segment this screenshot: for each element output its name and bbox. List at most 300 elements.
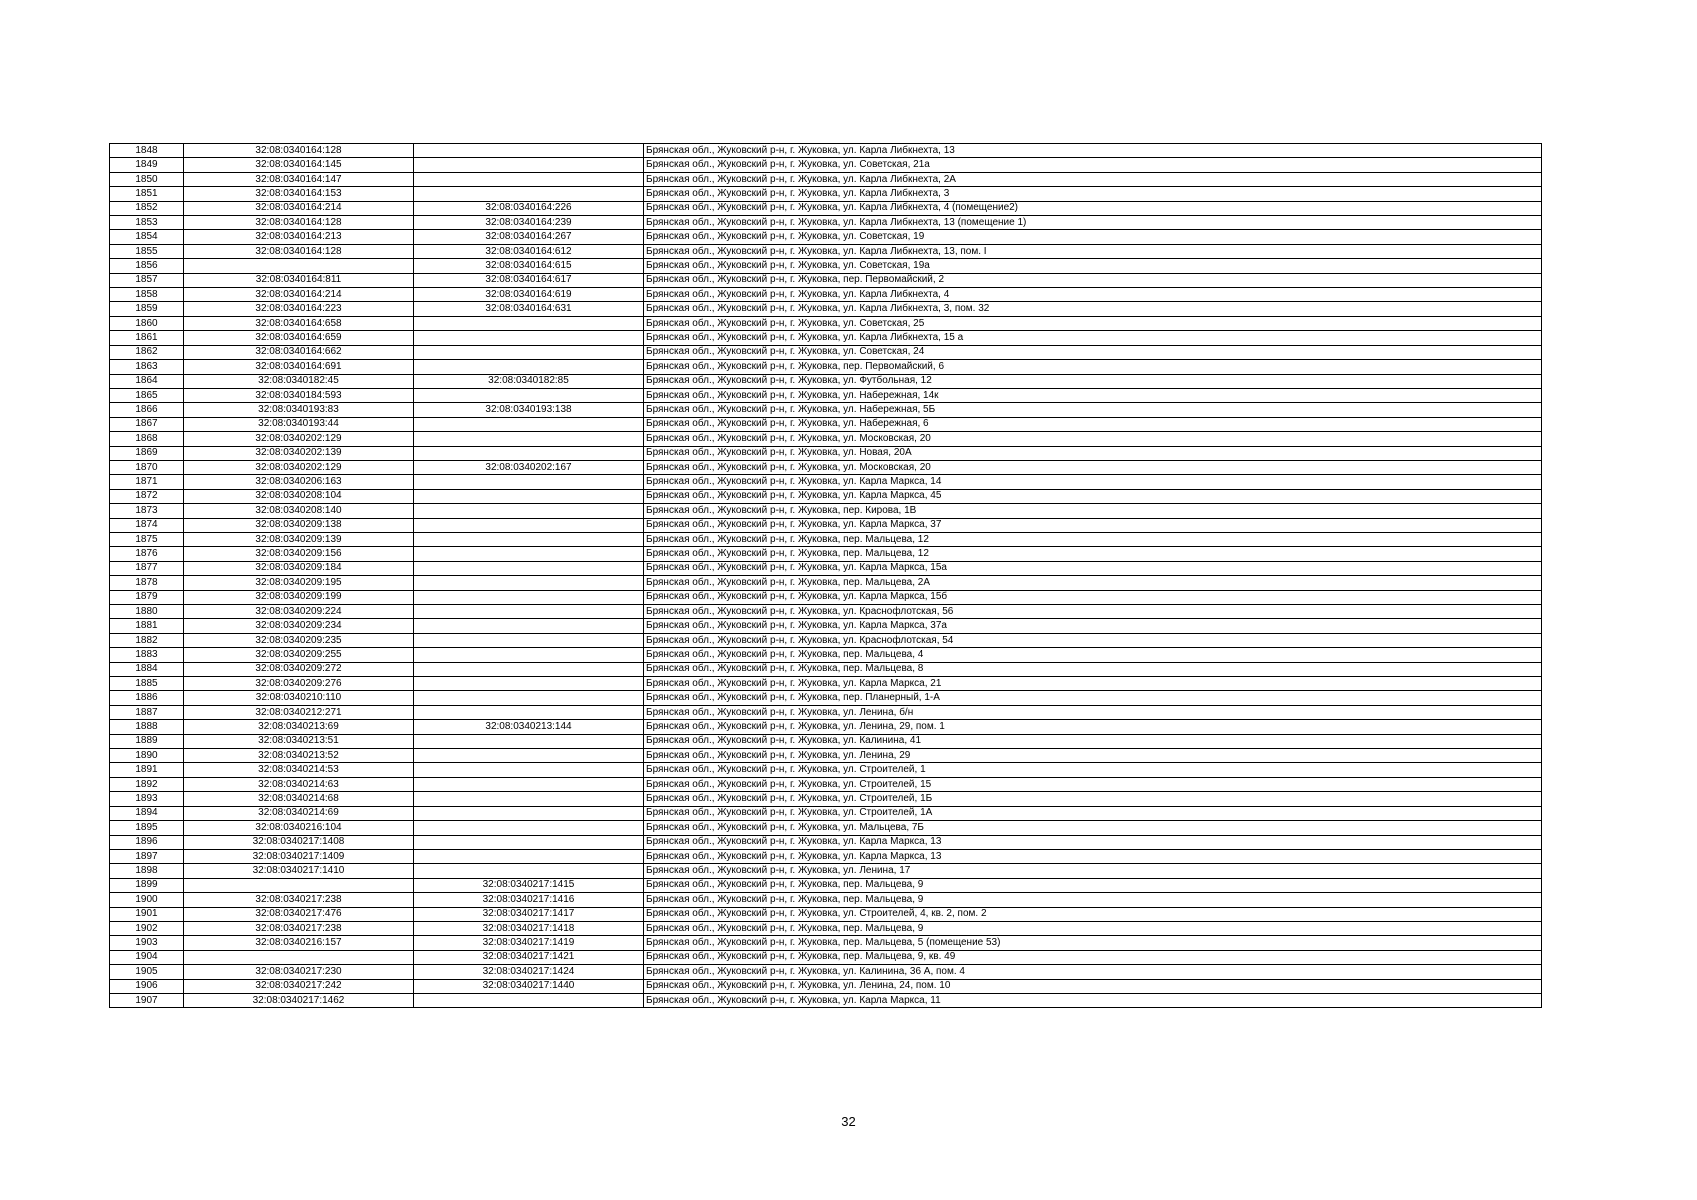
object-number-cell: 32:08:0340213:144 [414,720,644,734]
address-cell: Брянская обл., Жуковский р-н, г. Жуковка, пер. Кирова, 1В [644,504,1542,518]
row-number-cell: 1874 [110,518,184,532]
cadastral-number-cell: 32:08:0340213:51 [184,734,414,748]
address-cell: Брянская обл., Жуковский р-н, г. Жуковка, пер. Мальцева, 8 [644,662,1542,676]
row-number-cell: 1852 [110,201,184,215]
object-number-cell: 32:08:0340164:631 [414,302,644,316]
table-row [110,172,1542,186]
address-cell: Брянская обл., Жуковский р-н, г. Жуковка, ул. Карла Либкнехта, 13, пом. I [644,244,1542,258]
table-row [110,360,1542,374]
address-cell: Брянская обл., Жуковский р-н, г. Жуковка, пер. Первомайский, 6 [644,360,1542,374]
address-cell: Брянская обл., Жуковский р-н, г. Жуковка, ул. Строителей, 1 [644,763,1542,777]
table-row [110,388,1542,402]
address-cell: Брянская обл., Жуковский р-н, г. Жуковка, ул. Строителей, 1Б [644,792,1542,806]
object-number-cell [414,331,644,345]
address-cell: Брянская обл., Жуковский р-н, г. Жуковка, пер. Мальцева, 9 [644,893,1542,907]
object-number-cell [414,605,644,619]
cadastral-number-cell: 32:08:0340164:128 [184,144,414,158]
address-cell: Брянская обл., Жуковский р-н, г. Жуковка, ул. Карла Либкнехта, 13 (помещение 1) [644,216,1542,230]
row-number-cell: 1898 [110,864,184,878]
address-cell: Брянская обл., Жуковский р-н, г. Жуковка, ул. Ленина, б/н [644,705,1542,719]
row-number-cell: 1889 [110,734,184,748]
address-cell: Брянская обл., Жуковский р-н, г. Жуковка, ул. Набережная, 5Б [644,403,1542,417]
row-number-cell: 1890 [110,749,184,763]
cadastral-number-cell: 32:08:0340182:45 [184,374,414,388]
object-number-cell: 32:08:0340164:226 [414,201,644,215]
address-cell: Брянская обл., Жуковский р-н, г. Жуковка, ул. Советская, 19 [644,230,1542,244]
row-number-cell: 1900 [110,893,184,907]
row-number-cell: 1881 [110,619,184,633]
object-number-cell: 32:08:0340193:138 [414,403,644,417]
row-number-cell: 1899 [110,878,184,892]
address-cell: Брянская обл., Жуковский р-н, г. Жуковка, ул. Строителей, 15 [644,777,1542,791]
row-number-cell: 1904 [110,950,184,964]
object-number-cell [414,576,644,590]
table-row [110,777,1542,791]
cadastral-number-cell: 32:08:0340209:195 [184,576,414,590]
object-number-cell [414,360,644,374]
address-cell: Брянская обл., Жуковский р-н, г. Жуковка, пер. Мальцева, 9 [644,921,1542,935]
object-number-cell [414,532,644,546]
object-number-cell: 32:08:0340217:1417 [414,907,644,921]
row-number-cell: 1863 [110,360,184,374]
cadastral-number-cell: 32:08:0340164:214 [184,288,414,302]
address-cell: Брянская обл., Жуковский р-н, г. Жуковка, ул. Карла Либкнехта, 4 [644,288,1542,302]
address-cell: Брянская обл., Жуковский р-н, г. Жуковка, ул. Строителей, 4, кв. 2, пом. 2 [644,907,1542,921]
table-row [110,950,1542,964]
table-row [110,273,1542,287]
cadastral-number-cell: 32:08:0340217:1462 [184,993,414,1007]
table-row [110,244,1542,258]
object-number-cell [414,561,644,575]
address-cell: Брянская обл., Жуковский р-н, г. Жуковка, ул. Московская, 20 [644,460,1542,474]
row-number-cell: 1896 [110,835,184,849]
cadastral-number-cell: 32:08:0340214:63 [184,777,414,791]
table-row [110,734,1542,748]
object-number-cell: 32:08:0340164:267 [414,230,644,244]
object-number-cell [414,734,644,748]
cadastral-number-cell: 32:08:0340214:68 [184,792,414,806]
table-row [110,619,1542,633]
address-cell: Брянская обл., Жуковский р-н, г. Жуковка, ул. Карла Либкнехта, 4 (помещение2) [644,201,1542,215]
cadastral-number-cell: 32:08:0340202:139 [184,446,414,460]
cadastral-number-cell: 32:08:0340217:238 [184,921,414,935]
address-cell: Брянская обл., Жуковский р-н, г. Жуковка, пер. Мальцева, 9, кв. 49 [644,950,1542,964]
address-cell: Брянская обл., Жуковский р-н, г. Жуковка, ул. Калинина, 36 А, пом. 4 [644,965,1542,979]
registry-table-body [110,144,1542,1008]
row-number-cell: 1861 [110,331,184,345]
row-number-cell: 1873 [110,504,184,518]
object-number-cell: 32:08:0340202:167 [414,460,644,474]
table-row [110,965,1542,979]
page-number: 32 [841,1114,856,1129]
row-number-cell: 1892 [110,777,184,791]
object-number-cell: 32:08:0340217:1416 [414,893,644,907]
cadastral-number-cell: 32:08:0340184:593 [184,388,414,402]
object-number-cell [414,547,644,561]
object-number-cell [414,144,644,158]
table-row [110,460,1542,474]
object-number-cell [414,763,644,777]
table-row [110,921,1542,935]
row-number-cell: 1857 [110,273,184,287]
object-number-cell [414,432,644,446]
object-number-cell [414,792,644,806]
object-number-cell [414,648,644,662]
cadastral-number-cell: 32:08:0340209:235 [184,633,414,647]
row-number-cell: 1894 [110,806,184,820]
address-cell: Брянская обл., Жуковский р-н, г. Жуковка, ул. Карла Маркса, 14 [644,475,1542,489]
table-row [110,677,1542,691]
row-number-cell: 1859 [110,302,184,316]
cadastral-number-cell: 32:08:0340202:129 [184,432,414,446]
address-cell: Брянская обл., Жуковский р-н, г. Жуковка, ул. Карла Маркса, 21 [644,677,1542,691]
address-cell: Брянская обл., Жуковский р-н, г. Жуковка, пер. Мальцева, 12 [644,547,1542,561]
cadastral-number-cell: 32:08:0340209:276 [184,677,414,691]
table-row [110,590,1542,604]
cadastral-number-cell: 32:08:0340217:1410 [184,864,414,878]
cadastral-number-cell: 32:08:0340217:242 [184,979,414,993]
object-number-cell [414,475,644,489]
row-number-cell: 1883 [110,648,184,662]
row-number-cell: 1903 [110,936,184,950]
address-cell: Брянская обл., Жуковский р-н, г. Жуковка, ул. Ленина, 17 [644,864,1542,878]
cadastral-number-cell: 32:08:0340164:145 [184,158,414,172]
table-row [110,230,1542,244]
row-number-cell: 1888 [110,720,184,734]
object-number-cell: 32:08:0340217:1440 [414,979,644,993]
row-number-cell: 1895 [110,821,184,835]
cadastral-number-cell [184,878,414,892]
cadastral-number-cell: 32:08:0340164:128 [184,216,414,230]
address-cell: Брянская обл., Жуковский р-н, г. Жуковка, ул. Карла Либкнехта, 15 а [644,331,1542,345]
address-cell: Брянская обл., Жуковский р-н, г. Жуковка, ул. Набережная, 14к [644,388,1542,402]
table-row [110,532,1542,546]
table-row [110,446,1542,460]
row-number-cell: 1849 [110,158,184,172]
cadastral-number-cell: 32:08:0340206:163 [184,475,414,489]
object-number-cell [414,590,644,604]
address-cell: Брянская обл., Жуковский р-н, г. Жуковка, ул. Карла Маркса, 37а [644,619,1542,633]
table-row [110,259,1542,273]
address-cell: Брянская обл., Жуковский р-н, г. Жуковка, пер. Мальцева, 12 [644,532,1542,546]
address-cell: Брянская обл., Жуковский р-н, г. Жуковка, ул. Карла Либкнехта, 3 [644,187,1542,201]
row-number-cell: 1905 [110,965,184,979]
cadastral-number-cell: 32:08:0340217:1408 [184,835,414,849]
object-number-cell [414,172,644,186]
row-number-cell: 1871 [110,475,184,489]
row-number-cell: 1885 [110,677,184,691]
table-row [110,504,1542,518]
object-number-cell [414,691,644,705]
cadastral-number-cell: 32:08:0340164:691 [184,360,414,374]
address-cell: Брянская обл., Жуковский р-н, г. Жуковка, ул. Краснофлотская, 56 [644,605,1542,619]
address-cell: Брянская обл., Жуковский р-н, г. Жуковка, ул. Футбольная, 12 [644,374,1542,388]
object-number-cell: 32:08:0340164:617 [414,273,644,287]
row-number-cell: 1864 [110,374,184,388]
object-number-cell [414,158,644,172]
row-number-cell: 1870 [110,460,184,474]
object-number-cell [414,835,644,849]
table-row [110,849,1542,863]
cadastral-number-cell: 32:08:0340209:234 [184,619,414,633]
object-number-cell [414,749,644,763]
table-row [110,547,1542,561]
row-number-cell: 1875 [110,532,184,546]
table-row [110,345,1542,359]
table-row [110,288,1542,302]
row-number-cell: 1860 [110,316,184,330]
cadastral-number-cell: 32:08:0340202:129 [184,460,414,474]
object-number-cell [414,993,644,1007]
cadastral-number-cell: 32:08:0340209:139 [184,532,414,546]
address-cell: Брянская обл., Жуковский р-н, г. Жуковка, ул. Карла Маркса, 13 [644,835,1542,849]
object-number-cell [414,388,644,402]
cadastral-number-cell: 32:08:0340217:476 [184,907,414,921]
cadastral-number-cell: 32:08:0340214:69 [184,806,414,820]
object-number-cell [414,504,644,518]
row-number-cell: 1876 [110,547,184,561]
address-cell: Брянская обл., Жуковский р-н, г. Жуковка, ул. Мальцева, 7Б [644,821,1542,835]
row-number-cell: 1887 [110,705,184,719]
address-cell: Брянская обл., Жуковский р-н, г. Жуковка, пер. Первомайский, 2 [644,273,1542,287]
row-number-cell: 1869 [110,446,184,460]
cadastral-number-cell: 32:08:0340209:199 [184,590,414,604]
address-cell: Брянская обл., Жуковский р-н, г. Жуковка, ул. Советская, 25 [644,316,1542,330]
cadastral-number-cell: 32:08:0340193:44 [184,417,414,431]
object-number-cell: 32:08:0340217:1418 [414,921,644,935]
row-number-cell: 1902 [110,921,184,935]
table-row [110,518,1542,532]
address-cell: Брянская обл., Жуковский р-н, г. Жуковка, ул. Московская, 20 [644,432,1542,446]
object-number-cell [414,633,644,647]
object-number-cell: 32:08:0340164:615 [414,259,644,273]
cadastral-number-cell: 32:08:0340209:224 [184,605,414,619]
cadastral-number-cell: 32:08:0340210:110 [184,691,414,705]
table-row [110,633,1542,647]
cadastral-number-cell: 32:08:0340216:104 [184,821,414,835]
row-number-cell: 1858 [110,288,184,302]
table-row [110,158,1542,172]
table-row [110,432,1542,446]
row-number-cell: 1879 [110,590,184,604]
row-number-cell: 1880 [110,605,184,619]
row-number-cell: 1901 [110,907,184,921]
row-number-cell: 1865 [110,388,184,402]
address-cell: Брянская обл., Жуковский р-н, г. Жуковка, ул. Строителей, 1А [644,806,1542,820]
table-row [110,374,1542,388]
row-number-cell: 1855 [110,244,184,258]
address-cell: Брянская обл., Жуковский р-н, г. Жуковка, ул. Ленина, 29 [644,749,1542,763]
table-row [110,331,1542,345]
object-number-cell: 32:08:0340217:1421 [414,950,644,964]
address-cell: Брянская обл., Жуковский р-н, г. Жуковка, ул. Карла Маркса, 15а [644,561,1542,575]
cadastral-number-cell [184,950,414,964]
object-number-cell [414,864,644,878]
table-row [110,417,1542,431]
object-number-cell [414,821,644,835]
address-cell: Брянская обл., Жуковский р-н, г. Жуковка, ул. Набережная, 6 [644,417,1542,431]
row-number-cell: 1886 [110,691,184,705]
cadastral-number-cell [184,259,414,273]
cadastral-number-cell: 32:08:0340164:153 [184,187,414,201]
row-number-cell: 1897 [110,849,184,863]
table-row [110,302,1542,316]
object-number-cell [414,705,644,719]
row-number-cell: 1907 [110,993,184,1007]
cadastral-number-cell: 32:08:0340214:53 [184,763,414,777]
table-row [110,475,1542,489]
table-row [110,806,1542,820]
object-number-cell [414,446,644,460]
row-number-cell: 1850 [110,172,184,186]
table-row [110,187,1542,201]
address-cell: Брянская обл., Жуковский р-н, г. Жуковка, ул. Карла Либкнехта, 13 [644,144,1542,158]
table-row [110,576,1542,590]
table-row [110,316,1542,330]
row-number-cell: 1867 [110,417,184,431]
table-row [110,403,1542,417]
cadastral-number-cell: 32:08:0340216:157 [184,936,414,950]
cadastral-number-cell: 32:08:0340164:659 [184,331,414,345]
cadastral-number-cell: 32:08:0340209:272 [184,662,414,676]
cadastral-number-cell: 32:08:0340164:811 [184,273,414,287]
object-number-cell: 32:08:0340217:1424 [414,965,644,979]
row-number-cell: 1884 [110,662,184,676]
table-row [110,763,1542,777]
address-cell: Брянская обл., Жуковский р-н, г. Жуковка, ул. Карла Маркса, 13 [644,849,1542,863]
table-row [110,216,1542,230]
table-row [110,993,1542,1007]
row-number-cell: 1906 [110,979,184,993]
object-number-cell [414,806,644,820]
cadastral-number-cell: 32:08:0340164:658 [184,316,414,330]
cadastral-number-cell: 32:08:0340164:223 [184,302,414,316]
table-row [110,835,1542,849]
row-number-cell: 1878 [110,576,184,590]
object-number-cell [414,777,644,791]
table-row [110,648,1542,662]
address-cell: Брянская обл., Жуковский р-н, г. Жуковка, ул. Карла Маркса, 15б [644,590,1542,604]
table-row [110,878,1542,892]
table-row [110,749,1542,763]
cadastral-number-cell: 32:08:0340217:238 [184,893,414,907]
cadastral-number-cell: 32:08:0340212:271 [184,705,414,719]
registry-table [109,143,1542,1008]
object-number-cell [414,417,644,431]
address-cell: Брянская обл., Жуковский р-н, г. Жуковка, пер. Мальцева, 5 (помещение 53) [644,936,1542,950]
table-row [110,979,1542,993]
address-cell: Брянская обл., Жуковский р-н, г. Жуковка, ул. Советская, 21а [644,158,1542,172]
row-number-cell: 1853 [110,216,184,230]
object-number-cell [414,677,644,691]
address-cell: Брянская обл., Жуковский р-н, г. Жуковка, ул. Советская, 19а [644,259,1542,273]
cadastral-number-cell: 32:08:0340193:83 [184,403,414,417]
address-cell: Брянская обл., Жуковский р-н, г. Жуковка, ул. Советская, 24 [644,345,1542,359]
table-row [110,864,1542,878]
address-cell: Брянская обл., Жуковский р-н, г. Жуковка, ул. Краснофлотская, 54 [644,633,1542,647]
cadastral-number-cell: 32:08:0340164:214 [184,201,414,215]
address-cell: Брянская обл., Жуковский р-н, г. Жуковка, ул. Карла Маркса, 45 [644,489,1542,503]
cadastral-number-cell: 32:08:0340217:230 [184,965,414,979]
cadastral-number-cell: 32:08:0340164:128 [184,244,414,258]
table-row [110,605,1542,619]
table-row [110,936,1542,950]
address-cell: Брянская обл., Жуковский р-н, г. Жуковка, ул. Карла Маркса, 37 [644,518,1542,532]
address-cell: Брянская обл., Жуковский р-н, г. Жуковка, ул. Калинина, 41 [644,734,1542,748]
row-number-cell: 1862 [110,345,184,359]
row-number-cell: 1856 [110,259,184,273]
object-number-cell: 32:08:0340164:239 [414,216,644,230]
cadastral-number-cell: 32:08:0340208:104 [184,489,414,503]
cadastral-number-cell: 32:08:0340209:255 [184,648,414,662]
cadastral-number-cell: 32:08:0340209:138 [184,518,414,532]
object-number-cell [414,662,644,676]
object-number-cell [414,619,644,633]
address-cell: Брянская обл., Жуковский р-н, г. Жуковка, ул. Карла Либкнехта, 2А [644,172,1542,186]
table-row [110,792,1542,806]
table-row [110,907,1542,921]
row-number-cell: 1854 [110,230,184,244]
table-row [110,720,1542,734]
object-number-cell: 32:08:0340217:1415 [414,878,644,892]
row-number-cell: 1877 [110,561,184,575]
address-cell: Брянская обл., Жуковский р-н, г. Жуковка, ул. Ленина, 24, пом. 10 [644,979,1542,993]
address-cell: Брянская обл., Жуковский р-н, г. Жуковка, пер. Планерный, 1-А [644,691,1542,705]
table-row [110,893,1542,907]
table-row [110,662,1542,676]
cadastral-number-cell: 32:08:0340217:1409 [184,849,414,863]
address-cell: Брянская обл., Жуковский р-н, г. Жуковка, ул. Новая, 20А [644,446,1542,460]
table-row [110,705,1542,719]
table-row [110,561,1542,575]
cadastral-number-cell: 32:08:0340164:147 [184,172,414,186]
object-number-cell [414,849,644,863]
row-number-cell: 1882 [110,633,184,647]
cadastral-number-cell: 32:08:0340208:140 [184,504,414,518]
row-number-cell: 1866 [110,403,184,417]
address-cell: Брянская обл., Жуковский р-н, г. Жуковка, ул. Карла Либкнехта, 3, пом. 32 [644,302,1542,316]
table-row [110,691,1542,705]
table-row [110,821,1542,835]
cadastral-number-cell: 32:08:0340164:662 [184,345,414,359]
address-cell: Брянская обл., Жуковский р-н, г. Жуковка, ул. Карла Маркса, 11 [644,993,1542,1007]
address-cell: Брянская обл., Жуковский р-н, г. Жуковка, пер. Мальцева, 2А [644,576,1542,590]
row-number-cell: 1872 [110,489,184,503]
object-number-cell: 32:08:0340182:85 [414,374,644,388]
row-number-cell: 1868 [110,432,184,446]
row-number-cell: 1891 [110,763,184,777]
table-row [110,201,1542,215]
object-number-cell [414,345,644,359]
table-row [110,144,1542,158]
table-row [110,489,1542,503]
object-number-cell [414,489,644,503]
object-number-cell: 32:08:0340164:619 [414,288,644,302]
object-number-cell [414,518,644,532]
cadastral-number-cell: 32:08:0340164:213 [184,230,414,244]
object-number-cell [414,316,644,330]
row-number-cell: 1893 [110,792,184,806]
address-cell: Брянская обл., Жуковский р-н, г. Жуковка, ул. Ленина, 29, пом. 1 [644,720,1542,734]
row-number-cell: 1848 [110,144,184,158]
address-cell: Брянская обл., Жуковский р-н, г. Жуковка, пер. Мальцева, 9 [644,878,1542,892]
object-number-cell [414,187,644,201]
address-cell: Брянская обл., Жуковский р-н, г. Жуковка, пер. Мальцева, 4 [644,648,1542,662]
cadastral-number-cell: 32:08:0340209:184 [184,561,414,575]
row-number-cell: 1851 [110,187,184,201]
object-number-cell: 32:08:0340164:612 [414,244,644,258]
cadastral-number-cell: 32:08:0340213:52 [184,749,414,763]
